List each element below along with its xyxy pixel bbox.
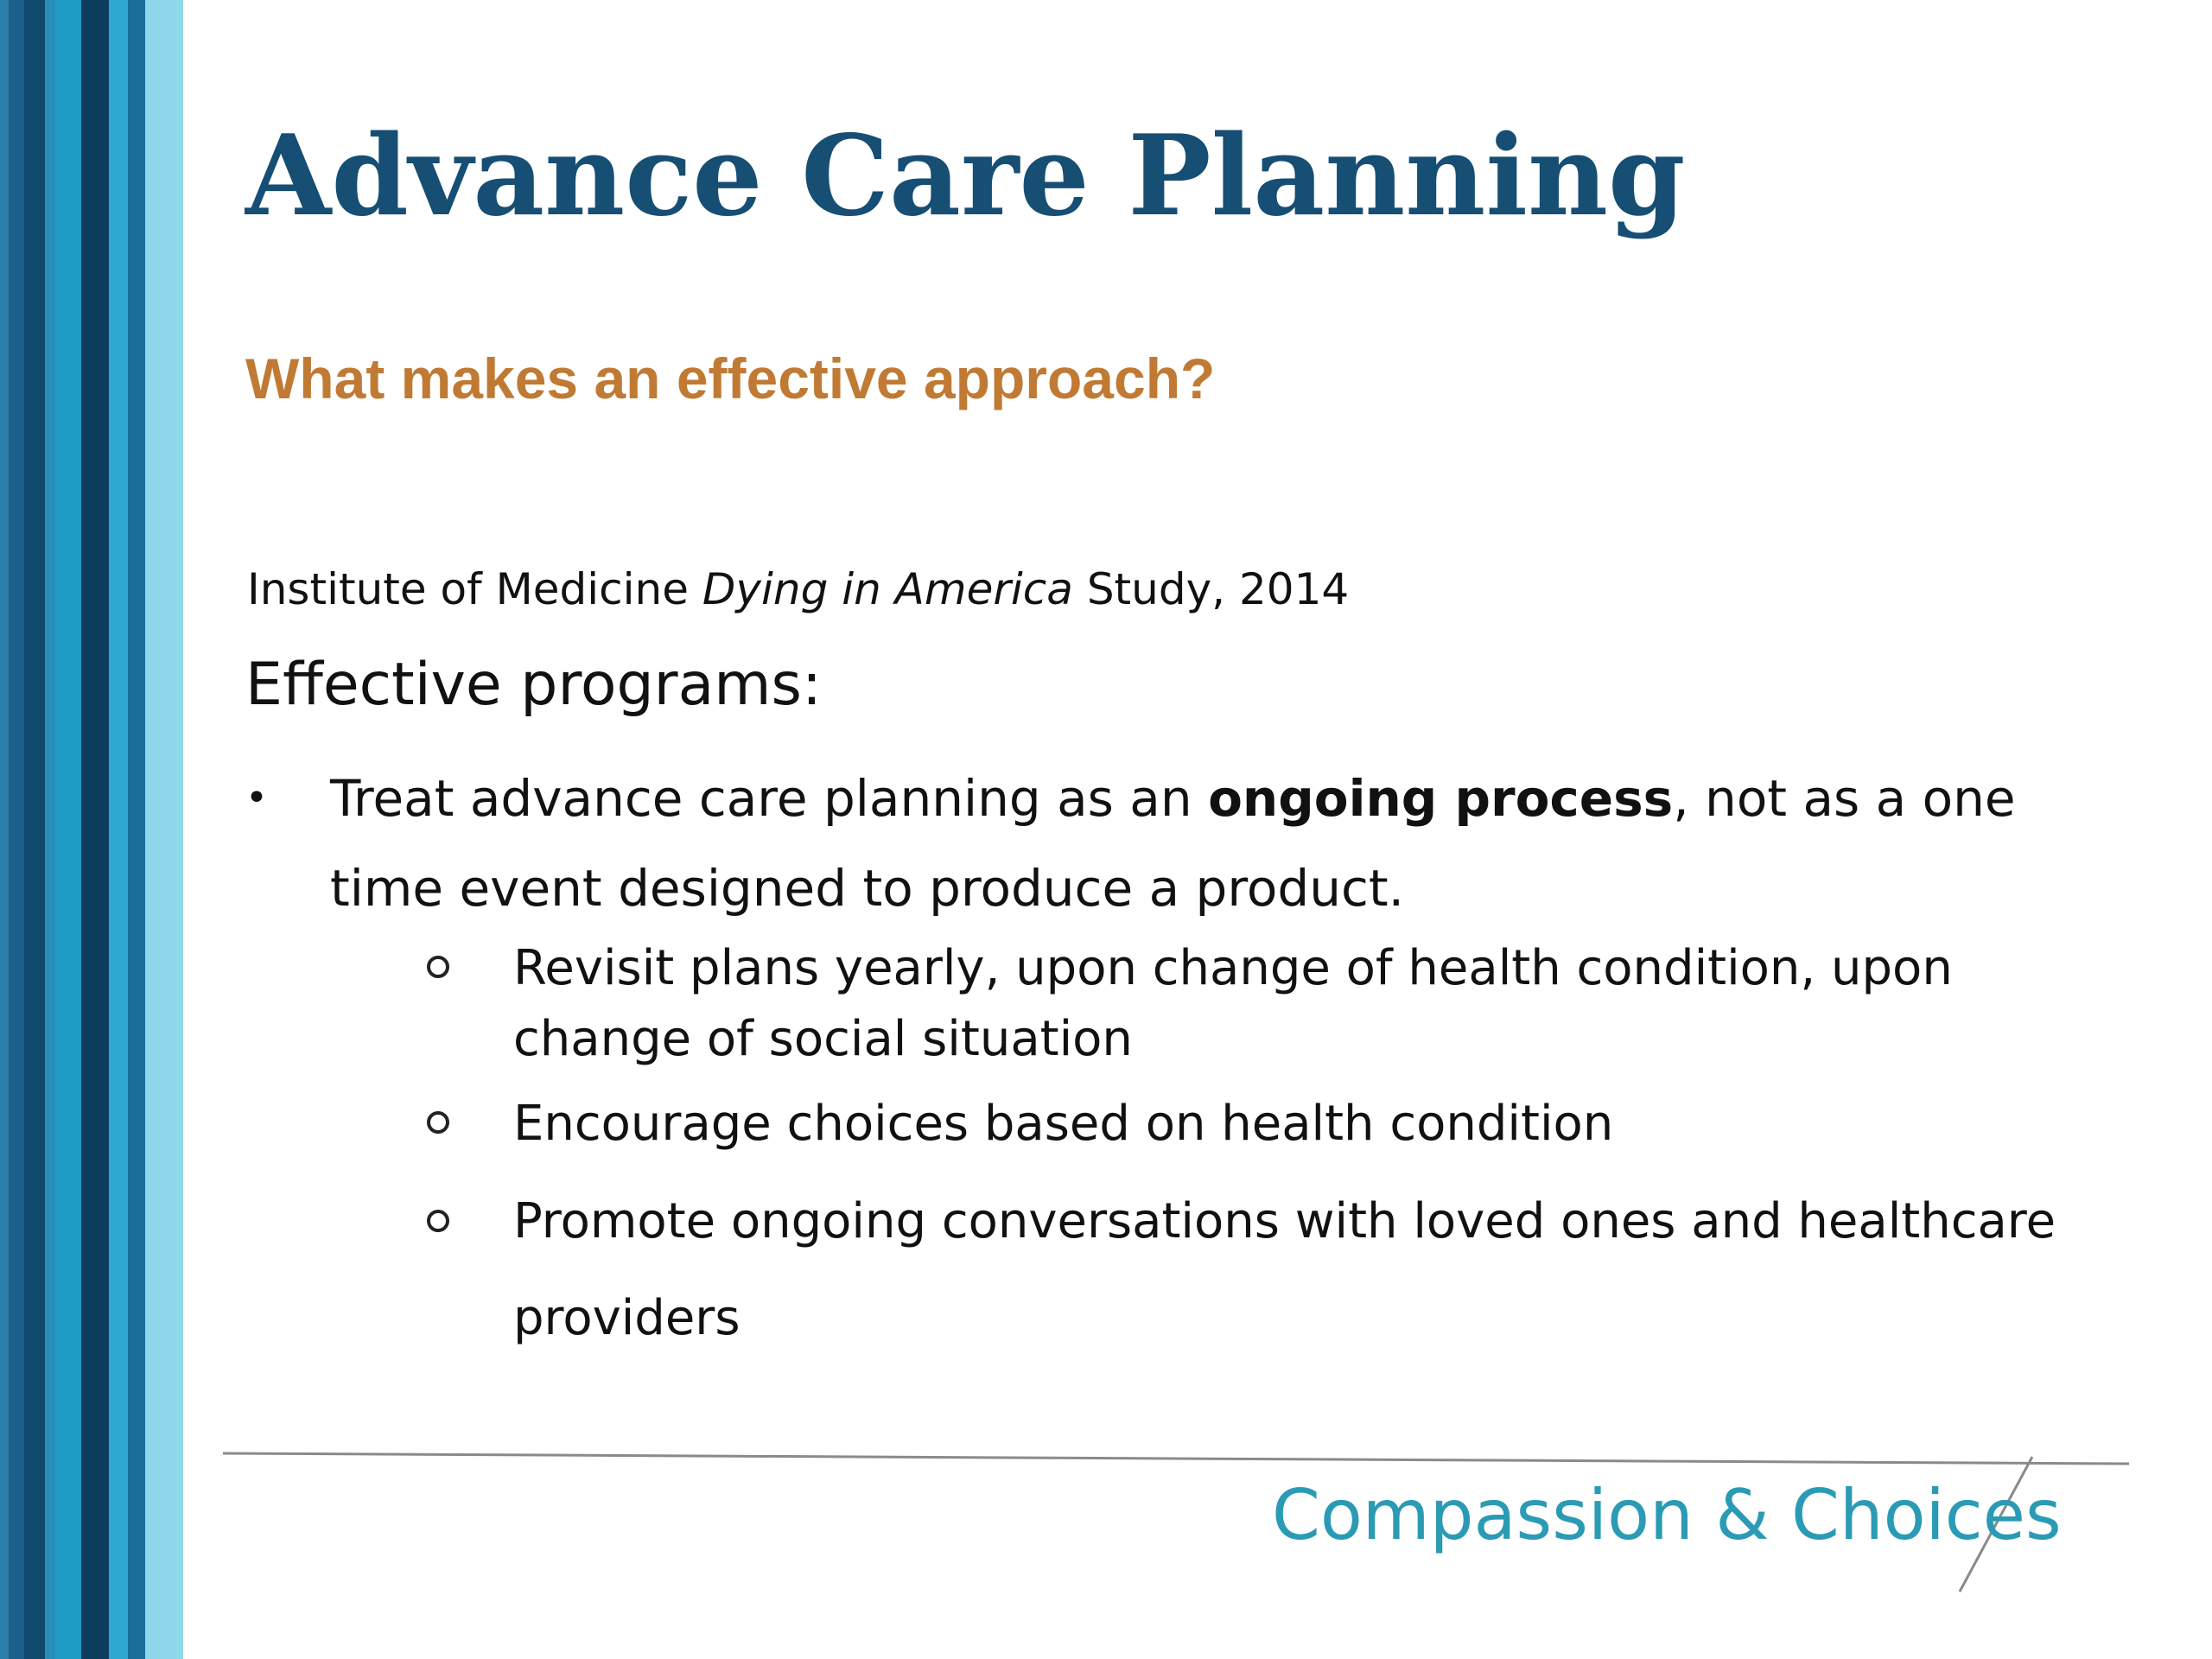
circle-bullet-icon <box>427 1210 449 1232</box>
stripe-6 <box>81 0 109 1659</box>
stripe-1 <box>0 0 9 1659</box>
sub-bullet-item <box>427 1173 2069 1367</box>
slide-subtitle: What makes an effective approach? <box>245 346 1216 410</box>
main-bullet <box>245 753 2129 933</box>
sub-bullet-list <box>427 933 2069 1367</box>
source-suffix: Study, 2014 <box>1072 564 1350 614</box>
bullet-text-bold: ongoing process <box>1208 769 1674 828</box>
stripe-7 <box>109 0 128 1659</box>
stripe-2 <box>9 0 24 1659</box>
bullet-text <box>330 753 2129 933</box>
sub-bullet-text: Revisit plans yearly, upon change of health condition, upon change of social situation <box>513 940 1953 1067</box>
slide-title: Advance Care Planning <box>245 111 1686 241</box>
stripe-4 <box>45 0 55 1659</box>
bullet-text-pre: Treat advance care planning as an <box>330 769 1209 828</box>
bullet-text-post: , not as a one time event designed to produce a product. <box>330 769 2016 918</box>
circle-bullet-icon <box>427 1111 449 1134</box>
sub-bullet-item <box>427 1089 2069 1160</box>
sub-bullet-text: Promote ongoing conversations with loved ones and healthcare providers <box>513 1193 2056 1346</box>
stripe-3 <box>24 0 45 1659</box>
stripe-8 <box>128 0 145 1659</box>
source-title: Dying in America <box>702 564 1073 614</box>
programs-heading: Effective programs: <box>245 651 822 719</box>
sub-bullet-item <box>427 933 2069 1075</box>
circle-bullet-icon <box>427 956 449 978</box>
source-citation <box>247 563 1349 615</box>
decorative-stripes <box>0 0 183 1659</box>
stripe-5 <box>55 0 81 1659</box>
source-prefix: Institute of Medicine <box>247 564 702 614</box>
bullet-marker: • <box>245 776 268 820</box>
sub-bullet-text: Encourage choices based on health condition <box>513 1096 1614 1152</box>
footer-rule <box>223 1453 2129 1464</box>
stripe-9 <box>145 0 183 1659</box>
compassion-choices-logo: Compassion & Choices <box>1272 1475 2062 1555</box>
